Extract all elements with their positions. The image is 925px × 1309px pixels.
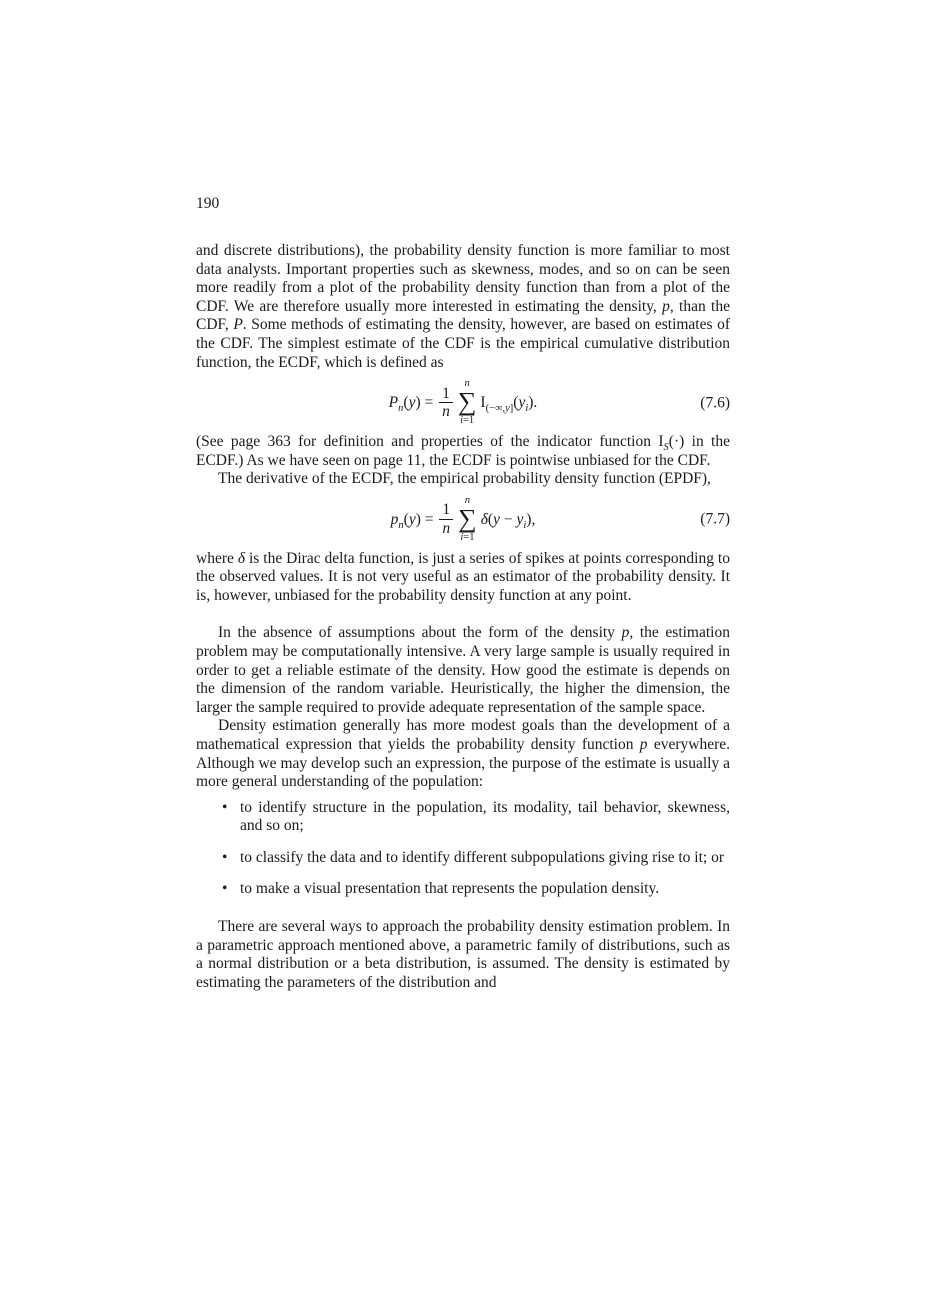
sigma-icon: ∑ bbox=[457, 387, 477, 417]
summation bbox=[458, 378, 477, 427]
display-equation-7-6 bbox=[196, 378, 730, 427]
list-item-text: to make a visual presentation that represents the population density. bbox=[240, 880, 660, 898]
equation-lhs: $P_n(y)$ = bbox=[388, 394, 438, 415]
bullet-icon: • bbox=[222, 848, 228, 866]
paragraph-derivative: The derivative of the ECDF, the empirical probability density function (EPDF), bbox=[218, 470, 711, 488]
bullet-icon: • bbox=[222, 798, 228, 816]
list-item-text: to classify the data and to identify different subpopulations giving rise to it; or bbox=[240, 848, 724, 866]
list-item bbox=[222, 849, 730, 868]
paragraph-ecdf-note: (See page 363 for definition and properties of the indicator function $I_S(\cdot)$ in the ECDF.) As we have seen on page 11, the ECDF is pointwise unbiased for the CDF. bbox=[196, 432, 730, 469]
sigma-icon: ∑ bbox=[458, 503, 477, 533]
paragraph-dirac: where δ is the Dirac delta function, is just a series of spikes at points corresponding to the observed values. It is not very useful as an estimator of the probability density. It is, however, unbiased for the probability density function at any point. bbox=[196, 549, 730, 604]
fraction-numerator: 1 bbox=[442, 501, 451, 519]
list-item-text: to identify structure in the population, its modality, tail behavior, skewness, and so on; bbox=[240, 798, 730, 835]
paragraph-modest-goals: Density estimation generally has more modest goals than the development of a mathematical expression that yields the probability density function p everywhere. Although we may develop such an expression, the purpose of the estimate is usually a more general understanding of the population: bbox=[196, 717, 730, 791]
display-equation-7-7 bbox=[196, 495, 730, 544]
list-item bbox=[222, 880, 730, 899]
equation-number: (7.7) bbox=[700, 510, 730, 528]
summation-upper-limit: n bbox=[464, 494, 471, 506]
paragraph-parametric: There are several ways to approach the probability density estimation problem. In a parametric approach mentioned above, a parametric family of distributions, such as a normal distribution or a beta distribution, is assumed. The density is estimated by estimating the parameters of the distribution and bbox=[196, 918, 730, 991]
fraction bbox=[439, 385, 453, 421]
summation bbox=[458, 495, 477, 544]
equation-rhs: $I_{(-\infty,y]}(y_i)$. bbox=[480, 394, 538, 415]
equation-lhs: $p_n(y)$ = bbox=[390, 510, 438, 531]
equation-body bbox=[391, 495, 536, 544]
equation-rhs: $\delta(y - y_i)$, bbox=[480, 510, 536, 531]
bullet-icon: • bbox=[222, 880, 228, 898]
page-number: 190 bbox=[196, 195, 220, 212]
fraction-denominator: n bbox=[439, 519, 453, 537]
summation-lower-limit: i=1 bbox=[460, 531, 475, 543]
equation-body bbox=[389, 378, 538, 427]
equation-number: (7.6) bbox=[700, 394, 730, 412]
fraction bbox=[439, 501, 453, 537]
paragraph-absence-assumptions: In the absence of assumptions about the form of the density p, the estimation problem may be computationally intensive. A very large sample is usually required in order to get a reliable estimate of the density. How good the estimate is depends on the dimension of the random variable. Heuristically, the higher the dimension, the larger the sample required to provide adequate representation of the sample space. bbox=[196, 624, 730, 716]
list-item bbox=[222, 799, 730, 836]
bullet-list bbox=[222, 799, 730, 899]
summation-lower-limit: i=1 bbox=[460, 414, 475, 426]
summation-upper-limit: n bbox=[464, 378, 470, 390]
paragraph-intro: and discrete distributions), the probability density function is more familiar to most data analysts. Important properties such as skewness, modes, and so on can be seen more readily from a plot of the probability density function than from a plot of the CDF. We are therefore usually more interested in estimating the density, p, than the CDF, P. Some methods of estimating the density, however, are based on estimates of the CDF. The simplest estimate of the CDF is the empirical cumulative distribution function, the ECDF, which is defined as bbox=[196, 242, 730, 371]
fraction-numerator: 1 bbox=[442, 384, 450, 402]
fraction-denominator: n bbox=[439, 402, 453, 420]
text-column bbox=[196, 194, 730, 992]
